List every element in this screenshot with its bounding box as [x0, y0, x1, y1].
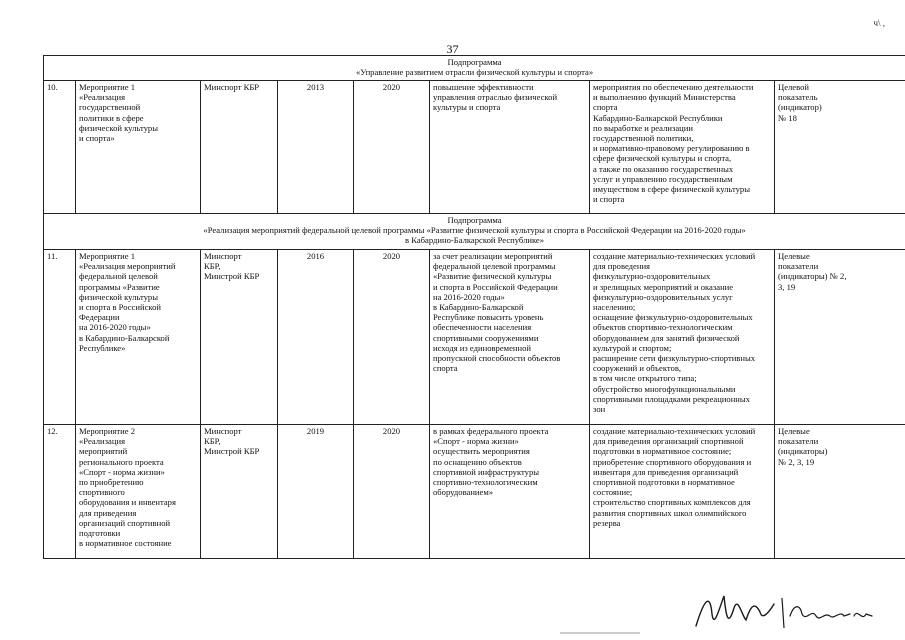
table-row — [44, 425, 905, 559]
subprogram-title: «Управление развитием отрасли физической культуры и спорта» — [355, 67, 594, 78]
start-year: 2013 — [278, 81, 354, 214]
measure-content: мероприятия по обеспечению деятельности и выполнению функций Министерства спорта Кабардино-Балкарской Республики по выработке и реализации государственной политики, и нормативно-правовому регулированию в сфере физической культуры и спорта, а также по оказанию государственных услуг и управлению государственным имуществом в сфере физической культуры и спорта — [590, 81, 775, 214]
target-indicator: Целевые показатели (индикаторы) № 2, 3, 19 — [775, 250, 905, 425]
handwritten-signature — [690, 586, 880, 636]
start-year: 2019 — [278, 425, 354, 559]
target-indicator: Целевые показатели (индикаторы) № 2, 3, 19 — [775, 425, 905, 559]
subprogram-title: «Реализация мероприятий федеральной целевой программы «Развитие физической культуры и спорта в Российской Федерации на 2016-2020 годы» в Кабардино-Балкарской Республике» — [203, 225, 746, 246]
subprogram-header-row — [44, 56, 905, 81]
start-year: 2016 — [278, 250, 354, 425]
subprogram-label: Подпрограмма — [447, 57, 502, 67]
bottom-stamp-mark — [560, 632, 640, 634]
executor: Минспорт КБР, Минстрой КБР — [201, 425, 278, 559]
target-indicator: Целевой показатель (индикатор) № 18 — [775, 81, 905, 214]
subprogram-header — [44, 214, 905, 250]
subprogram-label: Подпрограмма — [447, 215, 502, 225]
end-year: 2020 — [354, 250, 430, 425]
expected-result: за счет реализации мероприятий федеральной целевой программы «Развитие физической культуры и спорта в Российской Федерации на 2016-2020 годы» в Кабардино-Балкарской Республике повысить уровень обеспеченности населения спортивными сооружениями исходя из единовременной пропускной способности объектов спорта — [430, 250, 590, 425]
end-year: 2020 — [354, 425, 430, 559]
top-corner-marks: ч\ , — [873, 18, 885, 28]
expected-result: в рамках федерального проекта «Спорт - норма жизни» осуществить мероприятия по оснащению объектов спортивной инфраструктуры спортивно-технологическим оборудованием» — [430, 425, 590, 559]
row-number: 11. — [44, 250, 76, 425]
measure-name: Мероприятие 1 «Реализация государственной политики в сфере физической культуры и спорта» — [76, 81, 201, 214]
page-number: 37 — [446, 42, 459, 56]
executor: Минспорт КБР, Минстрой КБР — [201, 250, 278, 425]
measure-name: Мероприятие 2 «Реализация мероприятий регионального проекта «Спорт - норма жизни» по приобретению спортивного оборудования и инвентаря для приведения организаций спортивной подготовки в нормативное состояние — [76, 425, 201, 559]
executor: Минспорт КБР — [201, 81, 278, 214]
row-number: 12. — [44, 425, 76, 559]
row-number: 10. — [44, 81, 76, 214]
expected-result: повышение эффективности управления отраслью физической культуры и спорта — [430, 81, 590, 214]
measures-table — [43, 55, 905, 559]
table-row — [44, 81, 905, 214]
subprogram-header-row — [44, 214, 905, 250]
measure-content: создание материально-технических условий для приведения организаций спортивной подготовки в нормативное состояние; приобретение спортивного оборудования и инвентаря для приведения организаций спортивной подготовки в нормативное состояние; строительство спортивных комплексов для развития спортивных школ олимпийского резерва — [590, 425, 775, 559]
end-year: 2020 — [354, 81, 430, 214]
table-row — [44, 250, 905, 425]
measure-content: создание материально-технических условий для проведения физкультурно-оздоровительных и зрелищных мероприятий и оказание физкультурно-оздоровительных услуг населению; оснащение физкультурно-оздоровительных объектов спортивно-технологическим оборудованием для занятий физической культурой и спортом; расширение сети физкультурно-спортивных сооружений и объектов, в том числе открытого типа; обустройство многофункциональными спортивными площадками рекреационных зон — [590, 250, 775, 425]
subprogram-header — [44, 56, 905, 81]
measure-name: Мероприятие 1 «Реализация мероприятий федеральной целевой программы «Развитие физической культуры и спорта в Российской Федерации на 2016-2020 годы» в Кабардино-Балкарской Республике» — [76, 250, 201, 425]
